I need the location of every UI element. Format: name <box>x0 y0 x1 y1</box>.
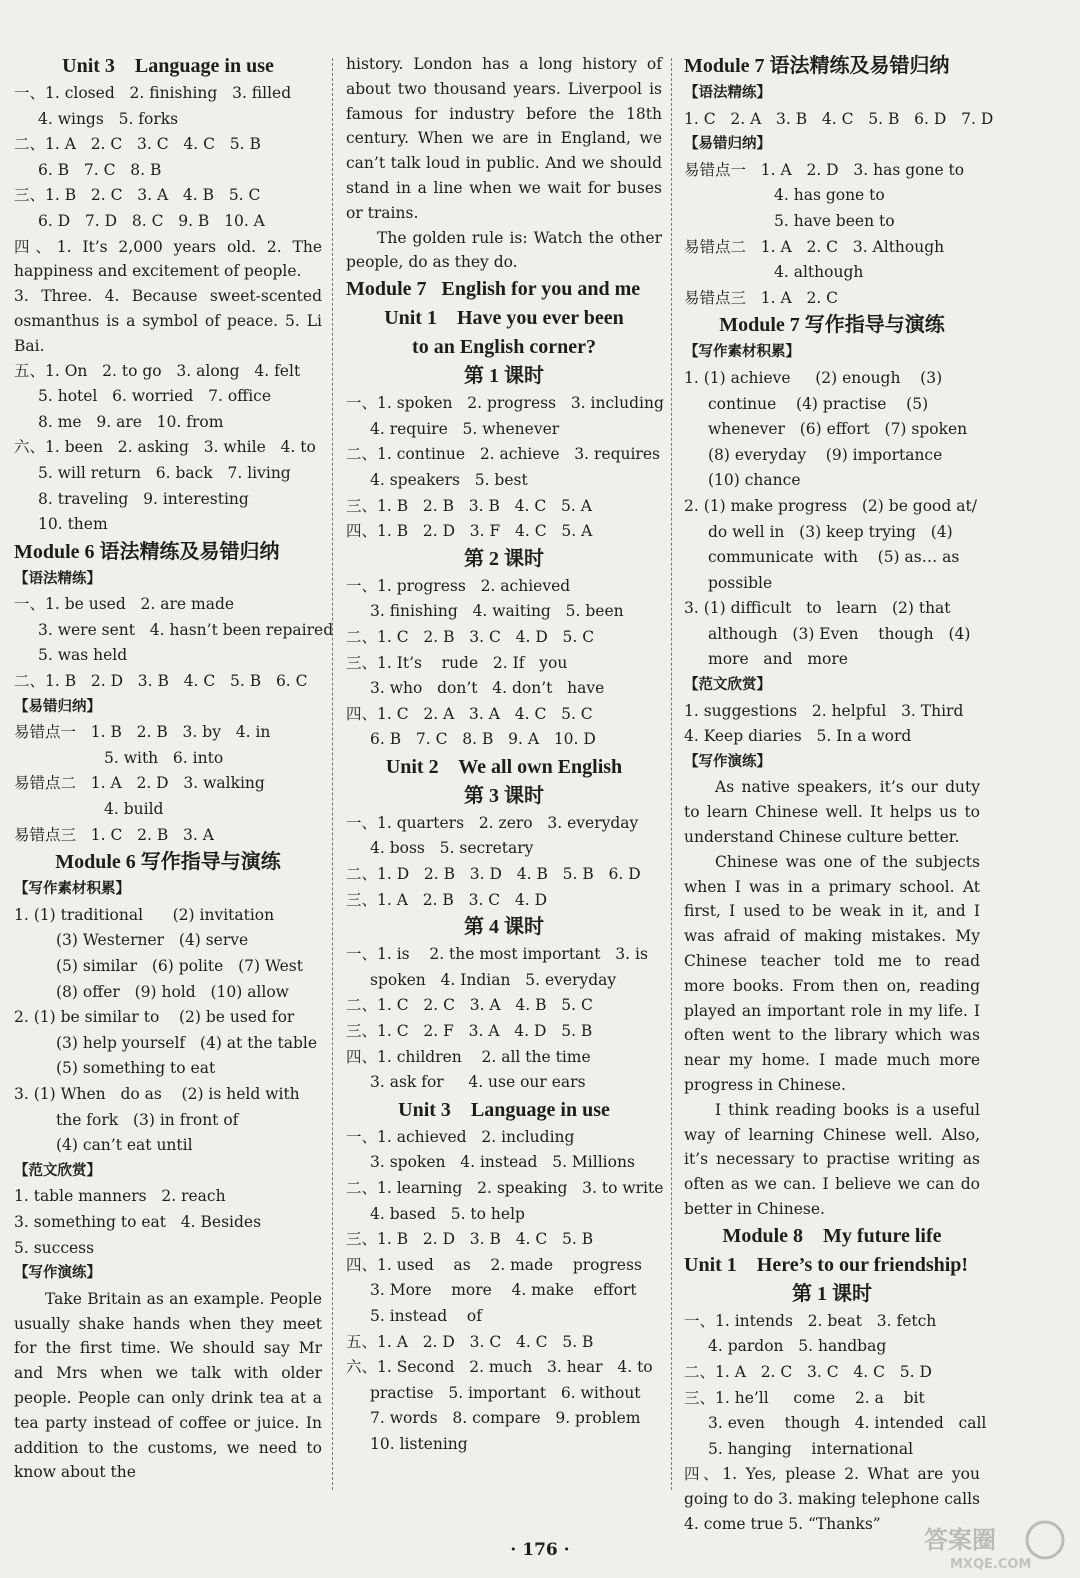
answer-paragraph: The golden rule is: Watch the other people, do as they do. <box>346 228 662 272</box>
section-heading: Unit 1 Here’s to our friendship! <box>684 1253 969 1276</box>
answer-line: 一、1. is 2. the most important 3. is <box>346 945 648 964</box>
answer-line: 4. build <box>104 800 164 819</box>
answer-line: 五、1. A 2. D 3. C 4. C 5. B <box>346 1332 594 1351</box>
column-divider <box>332 58 333 1490</box>
answer-line: 二、1. C 2. C 3. A 4. B 5. C <box>346 996 593 1015</box>
answer-column-2 <box>346 52 662 1498</box>
answer-line: 六、1. been 2. asking 3. while 4. to <box>14 438 316 457</box>
section-heading: Module 7 English for you and me <box>346 278 641 301</box>
answer-line: 二、1. continue 2. achieve 3. requires <box>346 445 660 464</box>
answer-line: (3) Westerner (4) serve <box>56 931 249 950</box>
column-divider <box>671 58 672 1490</box>
answer-line: 易错点一 1. A 2. D 3. has gone to <box>684 160 965 179</box>
answer-line: 5. success <box>14 1238 95 1257</box>
answer-line: do well in (3) keep trying (4) <box>708 522 953 541</box>
answer-line: 三、1. A 2. B 3. C 4. D <box>346 890 548 909</box>
answer-line: (5) similar (6) polite (7) West <box>56 957 303 976</box>
subsection-label: 【写作演练】 <box>14 1265 101 1282</box>
answer-line: 4. has gone to <box>774 186 885 205</box>
section-heading: Unit 1 Have you ever been <box>384 307 624 330</box>
answer-line: 6. D 7. D 8. C 9. B 10. A <box>38 211 265 230</box>
answer-line: 4. boss 5. secretary <box>370 839 534 858</box>
answer-line: 3. spoken 4. instead 5. Millions <box>370 1153 635 1172</box>
answer-line: although (3) Even though (4) <box>708 624 971 643</box>
answer-line: (3) help yourself (4) at the table <box>56 1033 318 1052</box>
answer-line: 一、1. progress 2. achieved <box>346 576 571 595</box>
answer-line: 3. (1) When do as (2) is held with <box>14 1084 300 1103</box>
page-number: · 176 · <box>510 1540 570 1560</box>
section-heading: Module 7 语法精练及易错归纳 <box>684 55 950 77</box>
answer-line: 易错点三 1. C 2. B 3. A <box>14 825 214 844</box>
answer-line: 4. Keep diaries 5. In a word <box>684 727 912 746</box>
answer-line: spoken 4. Indian 5. everyday <box>370 970 617 989</box>
answer-paragraph: 3. Three. 4. Because sweet-scented osmanthus is a symbol of peace. 5. Li Bai. <box>14 287 322 355</box>
answer-line: 二、1. B 2. D 3. B 4. C 5. B 6. C <box>14 672 308 691</box>
answer-line: 4. pardon 5. handbag <box>708 1337 887 1356</box>
answer-line: 三、1. B 2. B 3. B 4. C 5. A <box>346 496 592 515</box>
answer-line: practise 5. important 6. without <box>370 1383 641 1402</box>
answer-line: (8) offer (9) hold (10) allow <box>56 982 289 1001</box>
section-heading: Module 8 My future life <box>722 1224 942 1247</box>
answer-line: 4. based 5. to help <box>370 1204 525 1223</box>
answer-line: (5) something to eat <box>56 1059 216 1078</box>
answer-line: 三、1. B 2. C 3. A 4. B 5. C <box>14 186 261 205</box>
answer-line: 3. even though 4. intended call <box>708 1414 987 1433</box>
answer-line: the fork (3) in front of <box>56 1110 239 1129</box>
answer-paragraph: 四、1. Yes, please 2. What are you going to do 3. making telephone calls 4. come true 5. “Thanks” <box>684 1465 980 1533</box>
subsection-label: 【写作演练】 <box>684 753 771 770</box>
answer-line: 10. them <box>38 515 108 534</box>
answer-line: 二、1. C 2. B 3. C 4. D 5. C <box>346 627 595 646</box>
answer-line: 易错点一 1. B 2. B 3. by 4. in <box>14 723 271 742</box>
answer-line: 4. speakers 5. best <box>370 470 528 489</box>
answer-line: 五、1. On 2. to go 3. along 4. felt <box>14 361 301 380</box>
answer-line: possible <box>708 573 773 592</box>
answer-line: 易错点二 1. A 2. D 3. walking <box>14 774 265 793</box>
answer-line: 1. table manners 2. reach <box>14 1187 226 1206</box>
answer-paragraph: history. London has a long history of about two thousand years. Liverpool is famous for industry before the 18th century. When we are in England, we can’t talk loud in public. And we should stand in a line when we wait for buses or trains. <box>346 55 662 222</box>
subsection-label: 【范文欣赏】 <box>14 1162 101 1179</box>
subsection-label: 【语法精练】 <box>14 570 101 587</box>
answer-line: 二、1. A 2. C 3. C 4. C 5. D <box>684 1362 932 1381</box>
section-heading: to an English corner? <box>412 336 596 359</box>
answer-line: 6. B 7. C 8. B 9. A 10. D <box>370 730 596 749</box>
subsection-label: 【写作素材积累】 <box>684 344 800 361</box>
answer-line: 3. (1) difficult to learn (2) that <box>684 599 951 618</box>
answer-paragraph: I think reading books is a useful way of learning Chinese well. Also, it’s necessary to practise writing as often as we can. I believe we can do better in Chinese. <box>684 1100 980 1218</box>
answer-line: 5. with 6. into <box>104 748 224 767</box>
subsection-label: 【易错归纳】 <box>684 136 771 153</box>
answer-line: 8. me 9. are 10. from <box>38 412 224 431</box>
answer-line: 四、1. used as 2. made progress <box>346 1255 642 1274</box>
answer-line: 5. hotel 6. worried 7. office <box>38 387 272 406</box>
answer-line: 10. listening <box>370 1434 468 1453</box>
answer-line: 四、1. children 2. all the time <box>346 1047 591 1066</box>
answer-line: 1. suggestions 2. helpful 3. Third <box>684 701 964 720</box>
subsection-label: 【范文欣赏】 <box>684 677 771 694</box>
answer-line: 三、1. he’ll come 2. a bit <box>684 1388 925 1407</box>
answer-line: 一、1. intends 2. beat 3. fetch <box>684 1311 937 1330</box>
subsection-label: 【写作素材积累】 <box>14 881 130 898</box>
answer-line: 4. wings 5. forks <box>38 109 179 128</box>
answer-line: 一、1. closed 2. finishing 3. filled <box>14 84 292 102</box>
answer-column-3 <box>684 52 994 1533</box>
answer-line: 3. something to eat 4. Besides <box>14 1212 262 1231</box>
answer-line: 1. (1) traditional (2) invitation <box>14 905 275 924</box>
section-heading: Unit 3 Language in use <box>62 55 274 77</box>
answer-line: 二、1. A 2. C 3. C 4. C 5. B <box>14 135 261 154</box>
subsection-label: 【语法精练】 <box>684 85 771 101</box>
answer-line: 5. hanging international <box>708 1439 914 1458</box>
answer-line: 二、1. D 2. B 3. D 4. B 5. B 6. D <box>346 865 641 884</box>
answer-line: 三、1. B 2. D 3. B 4. C 5. B <box>346 1230 594 1249</box>
answer-line: 3. ask for 4. use our ears <box>370 1073 586 1092</box>
answer-line: 8. traveling 9. interesting <box>38 489 249 508</box>
answer-line: communicate with (5) as… as <box>708 548 960 567</box>
answer-line: 5. will return 6. back 7. living <box>38 463 291 482</box>
answer-line: 3. who don’t 4. don’t have <box>370 679 605 698</box>
section-heading: 第 1 课时 <box>464 365 544 388</box>
answer-line: continue (4) practise (5) <box>708 394 929 413</box>
answer-line: 3. finishing 4. waiting 5. been <box>370 602 624 621</box>
answer-line: 4. although <box>774 263 864 282</box>
answer-line: 1. C 2. A 3. B 4. C 5. B 6. D 7. D <box>684 109 994 128</box>
answer-paragraph: As native speakers, it’s our duty to learn Chinese well. It helps us to understand Chinese culture better. <box>684 778 980 847</box>
watermark-text: 答案圈 <box>924 1526 996 1554</box>
section-heading: 第 2 课时 <box>464 547 544 570</box>
answer-line: 一、1. achieved 2. including <box>346 1127 575 1146</box>
answer-line: (8) everyday (9) importance <box>708 445 943 464</box>
answer-line: 4. require 5. whenever <box>370 419 560 438</box>
answer-line: 一、1. spoken 2. progress 3. including <box>346 394 664 413</box>
answer-line: 三、1. C 2. F 3. A 4. D 5. B <box>346 1022 593 1041</box>
answer-paragraph: Take Britain as an example. People usually shake hands when they meet for the first time. We should say Mr and Mrs when we talk with older people. People can only drink tea at a tea party instead of coffee or juice. In addition to the customs, we need to know about the <box>14 1289 322 1482</box>
answer-line: 3. were sent 4. hasn’t been repaired <box>38 620 334 639</box>
section-heading: 第 1 课时 <box>792 1282 872 1305</box>
answer-line: 四、1. B 2. D 3. F 4. C 5. A <box>346 522 593 541</box>
answer-line: 易错点二 1. A 2. C 3. Although <box>684 237 945 256</box>
section-heading: Unit 2 We all own English <box>385 755 623 778</box>
section-heading: 第 4 课时 <box>464 916 544 939</box>
answer-line: 六、1. Second 2. much 3. hear 4. to <box>346 1358 653 1377</box>
subsection-label: 【易错归纳】 <box>14 698 101 715</box>
answer-line: 一、1. be used 2. are made <box>14 595 235 614</box>
answer-line: 5. have been to <box>774 211 895 230</box>
answer-paragraph: 四、1. It’s 2,000 years old. 2. The happiness and excitement of people. <box>14 237 322 281</box>
section-heading: 第 3 课时 <box>464 784 544 807</box>
answer-line: 6. B 7. C 8. B <box>38 160 162 179</box>
answer-column-1 <box>14 52 334 1498</box>
answer-line: 易错点三 1. A 2. C <box>684 288 839 307</box>
answer-line: whenever (6) effort (7) spoken <box>708 420 968 439</box>
answer-line: 7. words 8. compare 9. problem <box>370 1409 641 1428</box>
answer-line: 一、1. quarters 2. zero 3. everyday <box>346 813 639 832</box>
section-heading: Unit 3 Language in use <box>398 1098 610 1121</box>
answer-line: 2. (1) make progress (2) be good at/ <box>684 496 977 515</box>
watermark-url: MXQE.COM <box>950 1557 1032 1572</box>
answer-line: 三、1. It’s rude 2. If you <box>346 653 568 672</box>
answer-line: (4) can’t eat until <box>56 1136 193 1155</box>
section-heading: Module 6 写作指导与演练 <box>55 851 281 874</box>
watermark-logo <box>920 1518 1070 1572</box>
answer-line: more and more <box>708 650 848 669</box>
answer-line: 3. More more 4. make effort <box>370 1281 637 1300</box>
answer-line: 二、1. learning 2. speaking 3. to write <box>346 1179 664 1198</box>
answer-line: 四、1. C 2. A 3. A 4. C 5. C <box>346 704 593 723</box>
answer-line: 5. was held <box>38 646 128 665</box>
section-heading: Module 6 语法精练及易错归纳 <box>14 540 280 563</box>
answer-line: (10) chance <box>708 471 801 490</box>
answer-paragraph: Chinese was one of the subjects when I was in a primary school. At first, I used to be weak in it, and I was afraid of making mistakes. My Chinese teacher told me to read more books. From then on, reading played an important role in my life. I often went to the library which was near my home. I made much more progress in Chinese. <box>684 852 980 1094</box>
answer-line: 1. (1) achieve (2) enough (3) <box>684 368 943 387</box>
answer-line: 5. instead of <box>370 1306 482 1325</box>
answer-line: 2. (1) be similar to (2) be used for <box>14 1008 295 1027</box>
section-heading: Module 7 写作指导与演练 <box>719 314 945 337</box>
